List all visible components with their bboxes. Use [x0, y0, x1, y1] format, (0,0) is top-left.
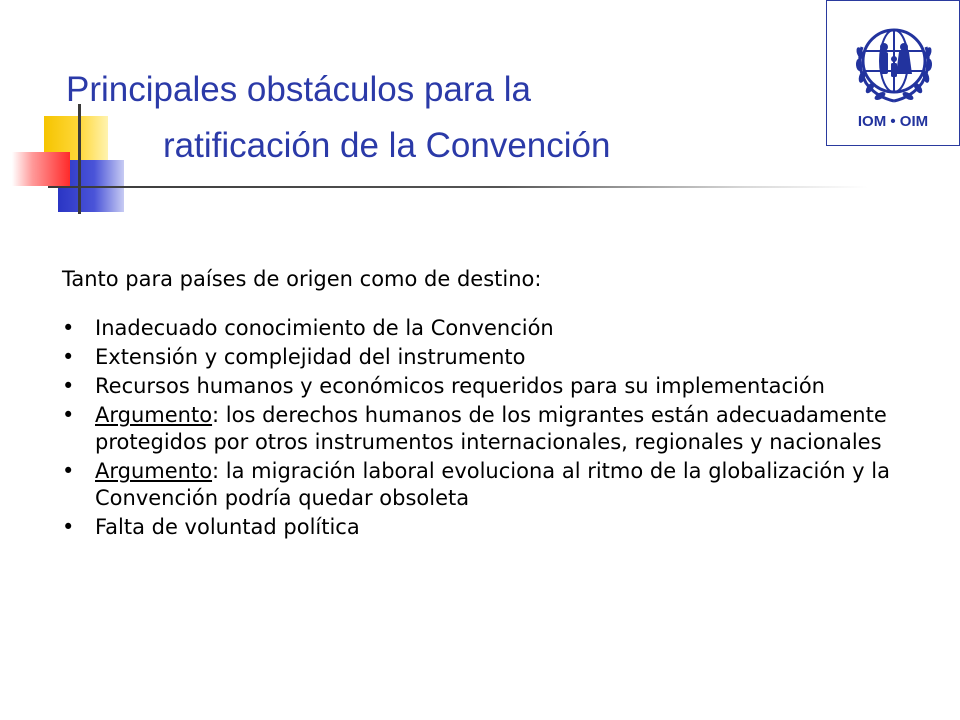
list-item	[62, 344, 922, 371]
slide-title	[66, 62, 610, 174]
title-underline	[48, 186, 868, 188]
slide-title-line-2: ratificación de la Convención	[163, 126, 611, 165]
list-item-text: : la migración laboral evoluciona al ritmo de la globalización y la Convención podría quedar obsoleta	[95, 459, 890, 510]
list-item	[62, 514, 922, 541]
argument-label: Argumento	[95, 403, 213, 427]
slide-body	[62, 266, 922, 543]
list-item-text: : los derechos humanos de los migrantes están adecuadamente protegidos por otros instrumentos internacionales, regionales y nacionales	[95, 403, 887, 454]
obstacles-list	[62, 315, 922, 541]
iom-globe-family-logo-icon	[852, 17, 936, 109]
list-item-text: Inadecuado conocimiento de la Convención	[95, 316, 554, 340]
list-item	[62, 315, 922, 342]
list-item	[62, 373, 922, 400]
iom-logo	[826, 0, 960, 146]
list-item-text: Recursos humanos y económicos requeridos para su implementación	[95, 374, 825, 398]
list-item-text: Falta de voluntad política	[95, 515, 360, 539]
list-item	[62, 458, 922, 512]
decor-red-bar	[12, 152, 70, 186]
list-item	[62, 402, 922, 456]
argument-label: Argumento	[95, 459, 213, 483]
iom-logo-text: IOM • OIM	[857, 113, 929, 130]
slide-title-line-1: Principales obstáculos para la	[66, 70, 531, 109]
list-item-text: Extensión y complejidad del instrumento	[95, 345, 526, 369]
intro-text: Tanto para países de origen como de destino:	[62, 267, 542, 291]
